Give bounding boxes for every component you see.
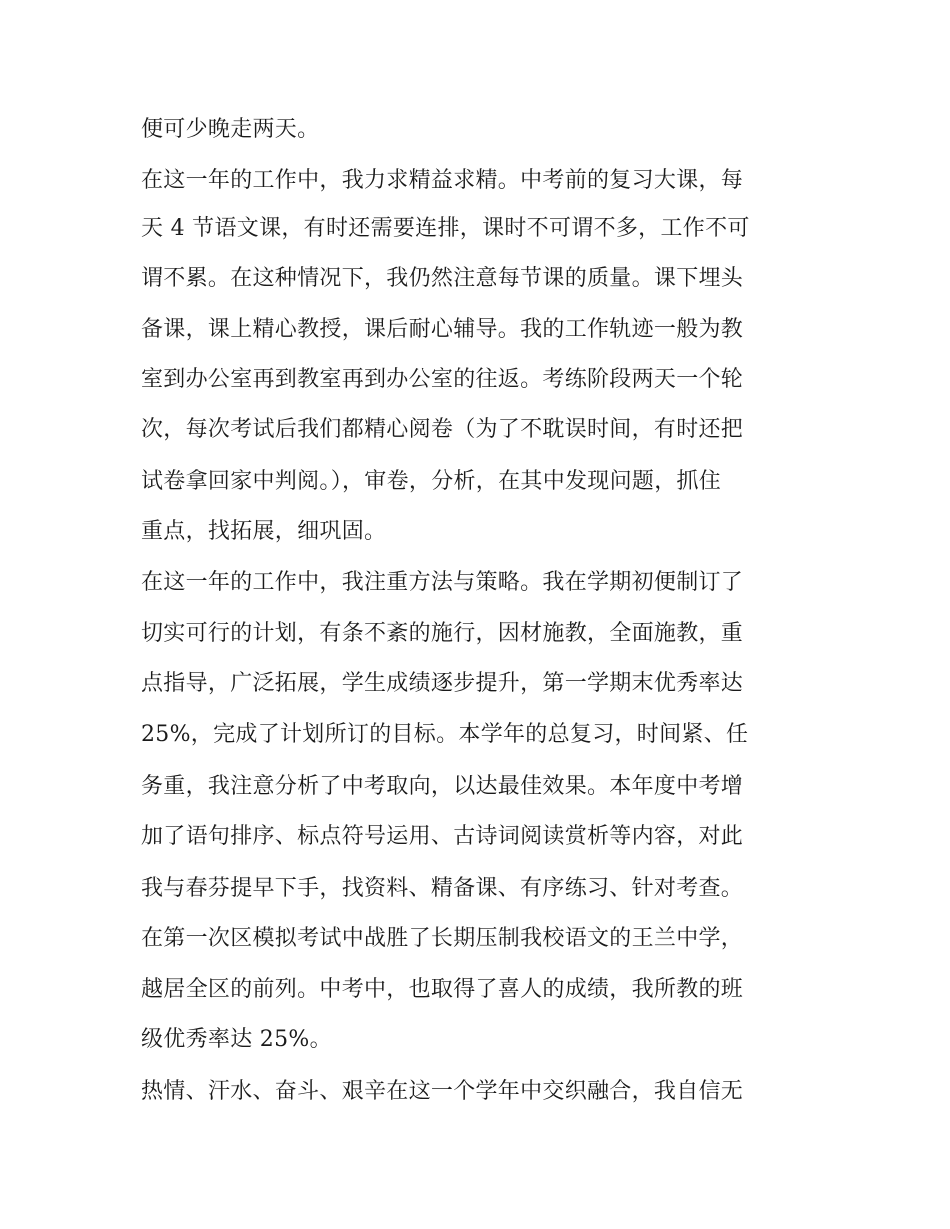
text-line: 天 4 节语文课，有时还需要连排，课时不可谓不多，工作不可	[141, 216, 750, 241]
text-line: 热情、汗水、奋斗、艰辛在这一个学年中交织融合，我自信无	[141, 1079, 744, 1104]
text-line: 我与春芬提早下手，找资料、精备课、有序练习、针对考查。	[141, 876, 744, 901]
text-line: 便可少晚走两天。	[141, 117, 320, 142]
text-line: 25%，完成了计划所订的目标。本学年的总复习，时间紧、任	[141, 722, 749, 747]
text-line: 务重，我注意分析了中考取向，以达最佳效果。本年度中考增	[141, 774, 744, 799]
text-line: 级优秀率达 25%。	[141, 1027, 332, 1052]
text-line: 备课，课上精心教授，课后耐心辅导。我的工作轨迹一般为教	[141, 317, 744, 342]
text-line: 切实可行的计划，有条不紊的施行，因材施教，全面施教，重	[141, 621, 744, 646]
text-line: 在第一次区模拟考试中战胜了长期压制我校语文的王兰中学，	[141, 926, 744, 951]
text-line: 在这一年的工作中，我力求精益求精。中考前的复习大课，每	[141, 168, 744, 193]
text-line: 试卷拿回家中判阅。），审卷，分析，在其中发现问题，抓住	[141, 469, 722, 494]
text-line: 越居全区的前列。中考中，也取得了喜人的成绩，我所教的班	[141, 977, 744, 1002]
text-line: 重点，找拓展，细巩固。	[141, 519, 387, 544]
text-line: 加了语句排序、标点符号运用、古诗词阅读赏析等内容，对此	[141, 824, 744, 849]
text-line: 点指导，广泛拓展，学生成绩逐步提升，第一学期末优秀率达	[141, 671, 744, 696]
text-line: 在这一年的工作中，我注重方法与策略。我在学期初便制订了	[141, 570, 744, 595]
text-line: 谓不累。在这种情况下，我仍然注意每节课的质量。课下埋头	[141, 266, 744, 291]
text-line: 次，每次考试后我们都精心阅卷（为了不耽误时间，有时还把	[141, 417, 744, 442]
text-line: 室到办公室再到教室再到办公室的往返。考练阶段两天一个轮	[141, 367, 744, 392]
